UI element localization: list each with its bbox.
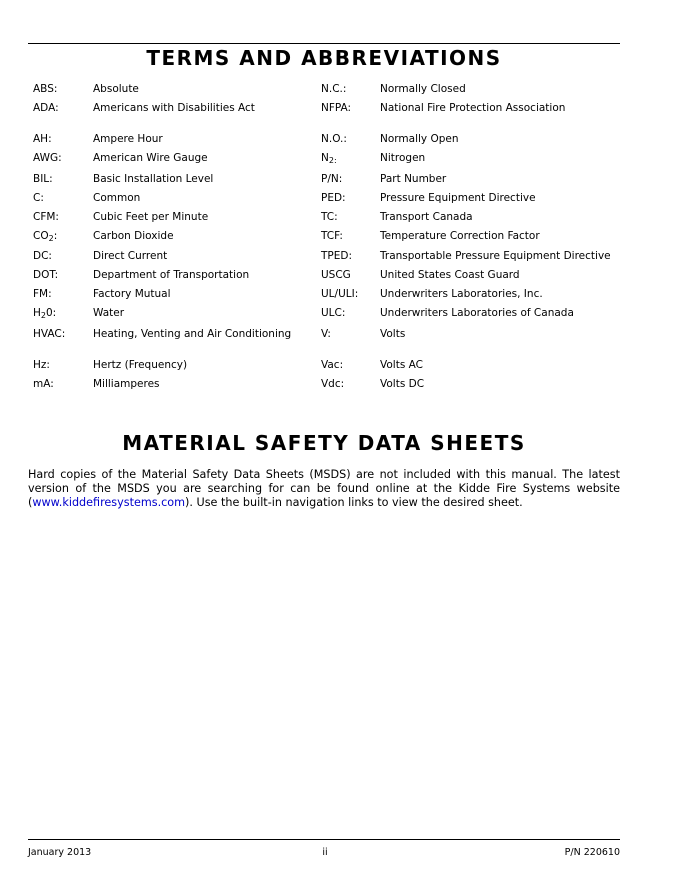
abbreviation-row	[28, 250, 628, 269]
abbreviation-term: CFM:	[33, 211, 59, 223]
abbreviation-row	[28, 378, 628, 397]
abbreviation-row	[28, 152, 628, 173]
abbreviation-term: $H_20$:	[33, 307, 57, 320]
abbreviation-definition: National Fire Protection Association	[380, 102, 566, 114]
abbreviation-term: C:	[33, 192, 44, 204]
abbreviation-definition: Volts DC	[380, 378, 425, 390]
abbreviation-term: DC:	[33, 250, 52, 262]
abbreviation-definition: American Wire Gauge	[93, 152, 208, 164]
msds-paragraph	[28, 468, 620, 510]
abbreviation-row	[28, 173, 628, 192]
abbreviation-row	[28, 83, 628, 102]
abbreviation-row	[28, 359, 628, 378]
abbreviation-definition: Ampere Hour	[93, 133, 163, 145]
abbreviation-definition: United States Coast Guard	[380, 269, 520, 281]
terms-title: TERMS AND ABBREVIATIONS	[146, 46, 502, 70]
abbreviation-definition: Water	[93, 307, 125, 319]
abbreviation-definition: Direct Current	[93, 250, 168, 262]
abbreviation-term: mA:	[33, 378, 54, 390]
abbreviation-definition: Basic Installation Level	[93, 173, 214, 185]
abbreviation-definition: Americans with Disabilities Act	[93, 102, 255, 114]
abbreviation-row	[28, 211, 628, 230]
abbreviation-definition: Absolute	[93, 83, 139, 95]
abbreviation-definition: Normally Closed	[380, 83, 466, 95]
abbreviation-term: N.C.:	[321, 83, 347, 95]
abbreviation-definition: Temperature Correction Factor	[380, 230, 540, 242]
abbreviation-term: N.O.:	[321, 133, 347, 145]
abbreviation-definition: Volts	[380, 328, 406, 340]
abbreviation-definition: Carbon Dioxide	[93, 230, 174, 242]
abbreviation-term: P/N:	[321, 173, 343, 185]
abbreviation-definition: Common	[93, 192, 141, 204]
abbreviation-term: USCG	[321, 269, 351, 281]
abbreviation-term: Vac:	[321, 359, 344, 371]
abbreviation-row	[28, 133, 628, 152]
footer-page-number: ii	[322, 847, 328, 858]
top-rule	[28, 43, 620, 44]
abbreviation-term: ABS:	[33, 83, 58, 95]
abbreviation-definition: Factory Mutual	[93, 288, 171, 300]
abbreviation-row	[28, 288, 628, 307]
abbreviation-term: UL/ULI:	[321, 288, 359, 300]
abbreviation-definition: Pressure Equipment Directive	[380, 192, 536, 204]
abbreviation-term: NFPA:	[321, 102, 352, 114]
msds-text-before: Hard copies of the Material Safety Data Sheets (MSDS) are not included with this manual. The latest version of the MSDS you are searching for can be found online at the Kidde Fire Systems website (	[28, 468, 620, 509]
kidde-website-link[interactable]: www.kiddefiresystems.com	[32, 496, 186, 509]
abbreviation-term: ULC:	[321, 307, 346, 319]
abbreviations-table	[28, 83, 628, 397]
abbreviation-term: DOT:	[33, 269, 59, 281]
abbreviation-term: ADA:	[33, 102, 59, 114]
abbreviation-definition: Hertz (Frequency)	[93, 359, 188, 371]
abbreviation-definition: Underwriters Laboratories, Inc.	[380, 288, 543, 300]
abbreviation-term: $N_{2:}$	[321, 152, 337, 165]
msds-title: MATERIAL SAFETY DATA SHEETS	[122, 431, 526, 455]
abbreviation-term: HVAC:	[33, 328, 66, 340]
abbreviation-term: BIL:	[33, 173, 53, 185]
abbreviation-definition: Underwriters Laboratories of Canada	[380, 307, 574, 319]
abbreviation-term: $CO_2$:	[33, 230, 58, 243]
abbreviation-definition: Part Number	[380, 173, 447, 185]
abbreviation-term: TPED:	[321, 250, 353, 262]
abbreviation-definition: Nitrogen	[380, 152, 426, 164]
abbreviation-row	[28, 102, 628, 133]
abbreviation-row	[28, 328, 628, 359]
footer-date: January 2013	[28, 847, 92, 858]
abbreviation-definition: Normally Open	[380, 133, 459, 145]
abbreviation-term: PED:	[321, 192, 346, 204]
abbreviation-row	[28, 307, 628, 328]
abbreviation-term: AH:	[33, 133, 52, 145]
abbreviation-definition: Heating, Venting and Air Conditioning	[93, 328, 292, 340]
abbreviation-definition: Transport Canada	[380, 211, 473, 223]
abbreviation-row	[28, 230, 628, 250]
abbreviation-term: TCF:	[321, 230, 343, 242]
abbreviation-row	[28, 269, 628, 288]
abbreviation-term: Vdc:	[321, 378, 345, 390]
abbreviation-definition: Transportable Pressure Equipment Directive	[380, 250, 611, 262]
abbreviation-term: FM:	[33, 288, 52, 300]
abbreviation-definition: Cubic Feet per Minute	[93, 211, 209, 223]
abbreviation-definition: Milliamperes	[93, 378, 160, 390]
abbreviation-term: V:	[321, 328, 331, 340]
abbreviation-term: Hz:	[33, 359, 50, 371]
abbreviation-term: AWG:	[33, 152, 62, 164]
footer-part-number: P/N 220610	[564, 847, 620, 858]
msds-text-after: ). Use the built-in navigation links to view the desired sheet.	[185, 496, 523, 509]
abbreviation-definition: Department of Transportation	[93, 269, 250, 281]
bottom-rule	[28, 839, 620, 840]
abbreviation-term: TC:	[321, 211, 338, 223]
abbreviation-row	[28, 192, 628, 211]
abbreviation-definition: Volts AC	[380, 359, 423, 371]
